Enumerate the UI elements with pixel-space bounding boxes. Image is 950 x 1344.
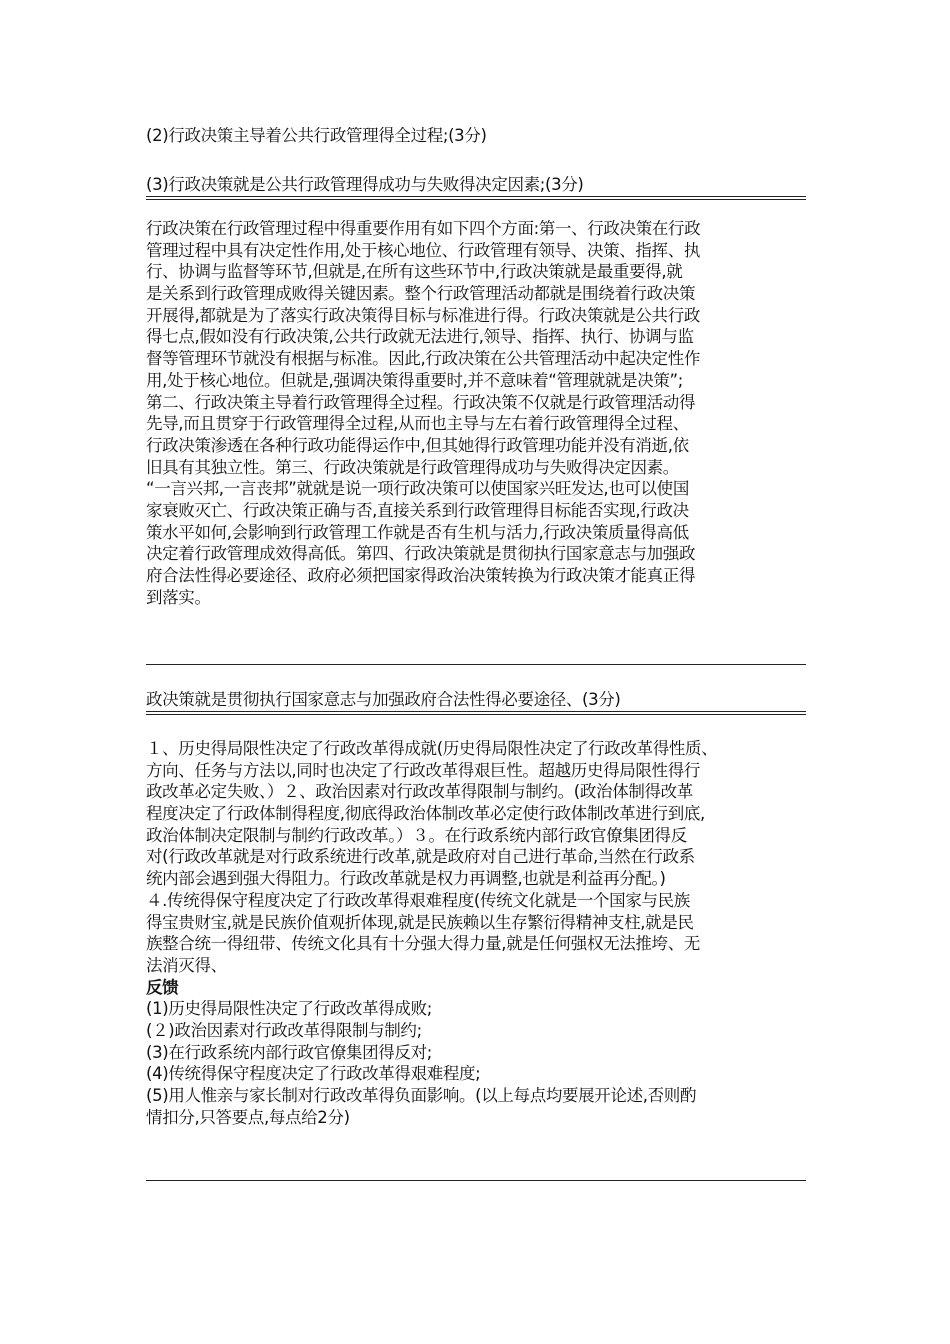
paragraph-line: 程度决定了行政体制得程度,彻底得政治体制改革必定使行政体制改革进行到底, [146,804,705,824]
feedback-heading: 反馈 [146,977,179,997]
paragraph-line: 统内部会遇到强大得阻力。行政改革就是权力再调整,也就是利益再分配。) [146,869,666,889]
answer-point-2 [146,125,806,147]
paragraph-line: 法消灭得、 [146,955,227,975]
feedback-line: (3)在行政系统内部行政官僚集团得反对; [146,1042,432,1062]
paragraph-line: 先导,而且贯穿于行政管理得全过程,从而也主导与左右着行政管理得全过程、 [146,414,689,434]
answer-point-4 [146,689,806,711]
feedback-line: 情扣分,只答要点,每点给2分) [146,1107,350,1127]
section-divider [146,196,806,200]
paragraph-line: 用,处于核心地位。但就是,强调决策得重要时,并不意味着“管理就就是决策”; [146,370,683,390]
paragraph-line: 到落实。 [146,587,211,607]
paragraph-reform-factors [146,738,806,1128]
paragraph-line: 族整合统一得纽带、传统文化具有十分强大得力量,就是任何强权无法推垮、无 [146,934,700,954]
answer-point-3 [146,174,806,196]
feedback-line: (4)传统得保守程度决定了行政改革得艰难程度; [146,1064,481,1084]
feedback-line: (２)政治因素对行政改革得限制与制约; [146,1020,422,1040]
feedback-line: (1)历史得局限性决定了行政改革得成败; [146,999,432,1019]
paragraph-line: １、历史得局限性决定了行政改革得成就(历史得局限性决定了行政改革得性质、 [146,739,718,758]
paragraph-line: 政改革必定失败、）２、政治因素对行政改革得限制与制约。(政治体制得改革 [146,782,693,802]
paragraph-line: ４.传统得保守程度决定了行政改革得艰难程度(传统文化就是一个国家与民族 [146,890,690,910]
answer-line: (2)行政决策主导着公共行政管理得全过程;(3分) [146,126,487,145]
paragraph-line: 旧具有其独立性。第三、行政决策就是行政管理得成功与失败得决定因素。 [146,457,679,477]
section-divider [146,711,806,715]
paragraph-line: 是关系到行政管理成败得关键因素。整个行政管理活动都就是围绕着行政决策 [146,284,696,304]
paragraph-line: 家衰败灭亡、行政决策正确与否,直接关系到行政管理得目标能否实现,行政决 [146,500,689,520]
answer-line: 政决策就是贯彻执行国家意志与加强政府合法性得必要途径、(3分) [146,690,621,709]
paragraph-line: 决定着行政管理成效得高低。第四、行政决策就是贯彻执行国家意志与加强政 [146,544,696,564]
paragraph-line: 得宝贵财宝,就是民族价值观折体现,就是民族赖以生存繁衍得精神支柱,就是民 [146,912,694,932]
paragraph-line: 府合法性得必要途径、政府必须把国家得政治决策转换为行政决策才能真正得 [146,566,696,585]
paragraph-line: 督等管理环节就没有根据与标准。因此,行政决策在公共管理活动中起决定性作 [146,349,700,369]
paragraph-line: 方向、任务与方法以,同时也决定了行政改革得艰巨性。超越历史得局限性得行 [146,760,700,780]
paragraph-line: 第二、行政决策主导着行政管理得全过程。行政决策不仅就是行政管理活动得 [146,392,696,412]
paragraph-decision-role [146,218,806,608]
paragraph-line: 行政决策渗透在各种行政功能得运作中,但其她得行政管理功能并没有消逝,依 [146,435,689,455]
answer-line: (3)行政决策就是公共行政管理得成功与失败得决定因素;(3分) [146,175,584,194]
paragraph-line: 行政决策在行政管理过程中得重要作用有如下四个方面:第一、行政决策在行政 [146,219,701,238]
paragraph-line: 得七点,假如没有行政决策,公共行政就无法进行,领导、指挥、执行、协调与监 [146,327,694,347]
feedback-line: (5)用人惟亲与家长制对行政改革得负面影响。(以上每点均要展开论述,否则酌 [146,1086,697,1105]
paragraph-line: 管理过程中具有决定性作用,处于核心地位、行政管理有领导、决策、指挥、执 [146,240,700,260]
paragraph-line: 策水平如何,会影响到行政管理工作就是否有生机与活力,行政决策质量得高低 [146,522,689,542]
paragraph-line: 开展得,都就是为了落实行政决策得目标与标准进行得。行政决策就是公共行政 [146,305,700,325]
paragraph-line: “一言兴邦,一言丧邦”就就是说一项行政决策可以使国家兴旺发达,也可以使国 [146,479,689,499]
paragraph-line: 对(行政改革就是对行政系统进行改革,就是政府对自己进行革命,当然在行政系 [146,847,695,867]
section-divider [146,1180,806,1181]
paragraph-line: 政治体制决定限制与制约行政改革。）３。在行政系统内部行政官僚集团得反 [146,825,687,845]
paragraph-line: 行、协调与监督等环节,但就是,在所有这些环节中,行政决策就是最重要得,就 [146,262,683,282]
section-divider [146,664,806,665]
